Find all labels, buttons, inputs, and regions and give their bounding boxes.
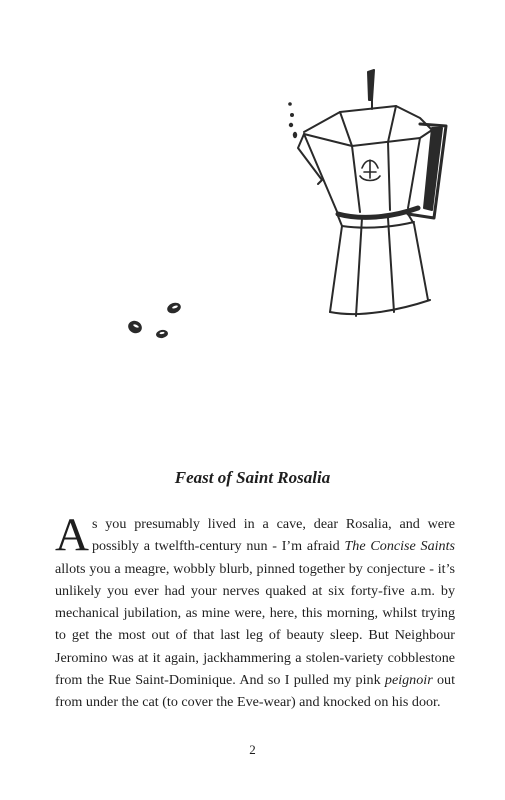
chapter-title: Feast of Saint Rosalia [174, 468, 331, 487]
body-text-segment-3: out from under the cat (to cover the Eve-wear) and knocked on his door. [55, 672, 455, 711]
body-text-segment-1: s you presumably lived in a cave, dear Rosalia, and were possibly a twelfth-century nun - I’m afraid [91, 516, 455, 555]
page-number: 2 [249, 742, 256, 757]
moka-pot-upper-body [304, 134, 420, 214]
coffee-drops [288, 102, 297, 138]
book-title: The Concise Saints [344, 538, 455, 555]
body-text-segment-2: allots you a meagre, wobbly blurb, pinned together by conjecture - it’s unlikely you ever had your nerves quaked at six forty-five a.m. by mechanical jubilation, as mine were, here, this morning, whilst trying to get the most out of that last leg of beauty sleep. But Neighbour Jeromino was at it again, jackhammering a stolen-variety cobblestone from the Rue Saint-Dominique. And so I pulled my pink [55, 560, 455, 689]
moka-pot-spout [298, 134, 322, 184]
moka-pot-emblem [360, 160, 380, 181]
moka-pot-knob [368, 70, 374, 100]
drop-cap: A [55, 509, 89, 561]
moka-pot-lower-body [330, 214, 428, 316]
body-paragraph [55, 509, 455, 714]
italic-word: peignoir [384, 672, 433, 689]
moka-pot-lid [304, 106, 432, 146]
